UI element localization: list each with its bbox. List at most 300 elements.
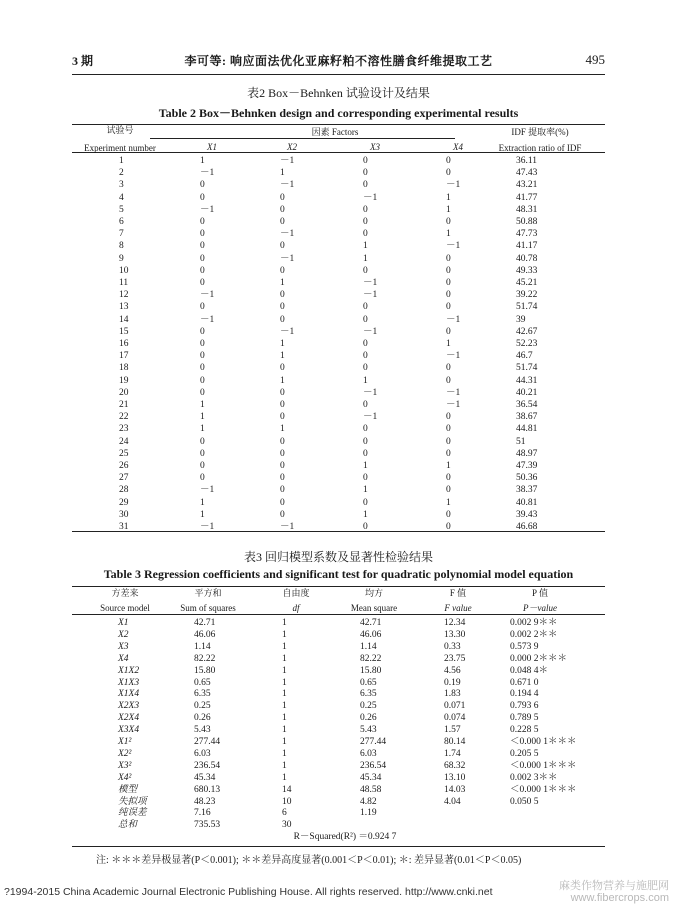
- t3-cell: 5.43: [360, 725, 377, 736]
- t3-cell: 277.44: [194, 737, 221, 747]
- t2-cell: 51.74: [516, 363, 538, 374]
- t2-cell: 0: [446, 522, 451, 532]
- t2-cell: 16: [119, 339, 129, 349]
- table3-bottom-rule: [72, 846, 605, 847]
- t2-cell: 0: [280, 204, 285, 215]
- t2-cell: 38.37: [516, 485, 538, 496]
- t2-cell: 0: [446, 436, 451, 447]
- t2-cell: 0: [363, 436, 368, 447]
- t2-cell: 39: [516, 314, 526, 325]
- t2-cell: 38.67: [516, 412, 538, 423]
- t3-cell: 1: [282, 737, 287, 747]
- issue-label: 3 期: [72, 54, 94, 68]
- t2-cell: 0: [363, 448, 368, 459]
- t2-cell: 42.67: [516, 326, 538, 337]
- t3-cell: 13.10: [444, 772, 466, 783]
- t2-cell: 0: [200, 241, 205, 252]
- page-number: 495: [585, 52, 605, 67]
- t3-cell: X4: [118, 653, 129, 664]
- t3-cell: 4.82: [360, 796, 377, 807]
- t3-cell: 1: [282, 653, 287, 664]
- t2-cell: －1: [446, 241, 461, 252]
- t3-cell: 236.54: [360, 760, 387, 771]
- t3-header-cn: 方差来: [111, 588, 139, 598]
- t2-cell: －1: [363, 326, 378, 337]
- t3-cell: 0.671 0: [510, 677, 539, 688]
- t2-cell: 0: [363, 473, 368, 484]
- t2-cell: 0: [363, 217, 368, 227]
- t2-cell: 0: [446, 363, 451, 374]
- t2-cell: 0: [200, 180, 205, 191]
- t2-cell: 0: [280, 448, 285, 459]
- t3-cell: X1: [118, 618, 129, 628]
- t2-cell: 8: [119, 241, 124, 252]
- t2-cell: －1: [200, 290, 215, 301]
- running-title: 李可等: 响应面法优化亚麻籽粕不溶性膳食纤维提取工艺: [184, 54, 493, 68]
- t3-cell: 680.13: [194, 784, 221, 795]
- table2-factors-rule: [150, 138, 455, 139]
- t2-cell: 0: [200, 265, 205, 276]
- t2-cell: 39.43: [516, 509, 538, 520]
- t3-cell: 68.32: [444, 760, 466, 771]
- t3-cell: 0.194 4: [510, 689, 539, 700]
- t2-cell: 28: [119, 485, 129, 496]
- t2-cell: －1: [280, 253, 295, 264]
- t3-cell: 48.58: [360, 784, 382, 795]
- t3-cell: 5.43: [194, 725, 211, 736]
- t3-cell: 6.35: [360, 689, 377, 700]
- t3-cell: 0.050 5: [510, 796, 539, 807]
- t3-cell: 735.53: [194, 820, 221, 831]
- t3-cell: 0.19: [444, 677, 461, 688]
- t2-cell: 11: [119, 278, 129, 288]
- t3-cell: ＜0.000 1＊＊＊: [510, 784, 577, 795]
- t3-cell: 1.14: [360, 641, 377, 652]
- t2-cell: －1: [363, 387, 378, 398]
- t2-cell: 1: [200, 156, 205, 166]
- t2-cell: 0: [200, 339, 205, 349]
- t2-cell: 30: [119, 509, 129, 520]
- t2-cell: 1: [446, 229, 451, 240]
- t2-cell: 0: [280, 436, 285, 447]
- t3-cell: 0.65: [194, 677, 211, 688]
- t3-header-en: Source model: [100, 603, 150, 613]
- t2-cell: 0: [280, 473, 285, 484]
- t3-cell: 1: [282, 760, 287, 771]
- t2-x-header: X3: [370, 142, 380, 152]
- table2-caption-cn: 表2 Box－Behnken 试验设计及结果: [247, 86, 430, 100]
- t2-cell: 0: [200, 192, 205, 203]
- t2-cell: 0: [280, 241, 285, 252]
- t2-cell: －1: [200, 204, 215, 215]
- t2-cell: 1: [119, 156, 124, 166]
- t3-cell: 0.002 3＊＊: [510, 772, 558, 783]
- t3-cell: 0.071: [444, 701, 466, 712]
- t2-cell: 46.7: [516, 351, 533, 362]
- t2-col-exp-en: Experiment number: [84, 143, 156, 153]
- running-header: [72, 52, 605, 72]
- r-squared: R－Squared(R²) ＝0.924 7: [293, 832, 397, 842]
- t2-cell: 1: [446, 461, 451, 471]
- t2-cell: 47.39: [516, 461, 538, 471]
- t2-cell: 0: [446, 509, 451, 520]
- t2-cell: －1: [363, 290, 378, 301]
- t2-cell: 48.97: [516, 448, 538, 459]
- t3-cell: 15.80: [360, 665, 382, 676]
- t3-cell: 14.03: [444, 784, 466, 795]
- t2-cell: 1: [280, 339, 285, 349]
- t3-cell: 45.34: [194, 772, 216, 783]
- t2-cell: 40.78: [516, 253, 538, 264]
- t2-cell: 0: [280, 400, 285, 410]
- t2-cell: 0: [200, 363, 205, 374]
- t3-cell: 82.22: [194, 653, 216, 664]
- t3-cell: 4.04: [444, 796, 461, 807]
- t2-cell: －1: [200, 168, 215, 179]
- t2-cell: 0: [446, 253, 451, 264]
- t2-cell: 50.36: [516, 473, 538, 484]
- t3-cell: X2²: [118, 748, 132, 759]
- t2-cell: 0: [363, 400, 368, 410]
- t2-cell: －1: [200, 522, 215, 532]
- t3-header-en: P－value: [523, 603, 557, 613]
- t2-cell: 25: [119, 448, 129, 459]
- t2-cell: 9: [119, 253, 124, 264]
- t2-cell: 23: [119, 424, 129, 435]
- t2-cell: 47.43: [516, 168, 538, 179]
- t3-cell: X1X3: [118, 677, 140, 688]
- t2-cell: 1: [363, 241, 368, 252]
- t3-cell: 1.19: [360, 808, 377, 819]
- t3-cell: 模型: [118, 784, 138, 795]
- t3-cell: 48.23: [194, 796, 216, 807]
- t2-cell: 0: [363, 302, 368, 313]
- t2-cell: 21: [119, 400, 129, 410]
- t2-cell: 1: [363, 485, 368, 496]
- t3-cell: 1: [282, 629, 287, 640]
- t3-cell: ＜0.000 1＊＊＊: [510, 737, 577, 747]
- t3-cell: 0.25: [194, 701, 211, 712]
- t2-cell: －1: [446, 180, 461, 191]
- t2-cell: 1: [446, 192, 451, 203]
- t2-cell: 18: [119, 363, 129, 374]
- t2-cell: 45.21: [516, 278, 538, 288]
- t2-cell: 0: [363, 424, 368, 435]
- t2-cell: 1: [280, 424, 285, 435]
- table3-note: 注: ＊＊＊差异极显著(P＜0.001); ＊＊差异高度显著(0.001＜P＜0.01); ＊: 差异显著(0.01＜P＜0.05): [96, 855, 522, 866]
- t2-cell: 31: [119, 522, 129, 532]
- t2-cell: 1: [446, 204, 451, 215]
- t2-factors-label: 因素 Factors: [311, 127, 359, 137]
- t2-cell: 1: [446, 497, 451, 508]
- t3-cell: 82.22: [360, 653, 382, 664]
- t2-cell: 46.68: [516, 522, 538, 532]
- t2-cell: 12: [119, 290, 129, 301]
- t3-cell: 23.75: [444, 653, 466, 664]
- t2-cell: 1: [280, 278, 285, 288]
- t2-col-exp-cn: 试验号: [106, 125, 134, 135]
- t2-cell: 20: [119, 387, 129, 398]
- t2-cell: 1: [200, 400, 205, 410]
- t3-header-en: df: [292, 603, 300, 613]
- t3-cell: 0.789 5: [510, 713, 539, 724]
- t3-cell: 46.06: [360, 629, 382, 640]
- t3-cell: X2X4: [118, 713, 140, 724]
- t2-cell: 0: [446, 412, 451, 423]
- t2-cell: －1: [363, 412, 378, 423]
- t3-cell: X1²: [118, 737, 132, 747]
- t3-cell: 1: [282, 618, 287, 628]
- t2-cell: 0: [280, 412, 285, 423]
- t2-cell: 22: [119, 412, 129, 423]
- t2-cell: 0: [446, 290, 451, 301]
- t2-cell: 1: [200, 497, 205, 508]
- t2-cell: －1: [200, 314, 215, 325]
- t3-header-cn: 自由度: [282, 588, 310, 598]
- t3-cell: 1.83: [444, 689, 461, 700]
- t3-cell: 0.048 4＊: [510, 665, 549, 676]
- t3-cell: 0.074: [444, 713, 466, 724]
- t3-header-en: Mean square: [350, 603, 398, 613]
- t3-cell: X1X4: [118, 689, 140, 700]
- t2-cell: 0: [446, 168, 451, 179]
- t2-cell: 14: [119, 314, 129, 325]
- t3-cell: 1: [282, 748, 287, 759]
- t2-cell: 50.88: [516, 217, 538, 227]
- t2-cell: －1: [280, 326, 295, 337]
- t2-cell: 0: [363, 522, 368, 532]
- t2-cell: 0: [280, 509, 285, 520]
- t2-cell: 0: [280, 497, 285, 508]
- t2-cell: 0: [363, 497, 368, 508]
- t3-cell: X4²: [118, 772, 132, 783]
- t2-cell: 36.54: [516, 400, 538, 410]
- t2-cell: 0: [363, 339, 368, 349]
- table3-header-rule: [72, 614, 605, 615]
- t3-cell: 7.16: [194, 808, 211, 819]
- t3-cell: 0.793 6: [510, 701, 539, 712]
- t2-cell: 1: [280, 351, 285, 362]
- t2-cell: 0: [200, 387, 205, 398]
- t2-cell: 47.73: [516, 229, 538, 240]
- t3-cell: 45.34: [360, 772, 382, 783]
- t2-cell: 0: [280, 387, 285, 398]
- t2-cell: 0: [200, 302, 205, 313]
- t2-cell: 0: [446, 473, 451, 484]
- t3-cell: 30: [282, 820, 292, 831]
- t2-cell: 0: [200, 253, 205, 264]
- t3-header-cn: F 值: [449, 588, 467, 598]
- t2-cell: 0: [200, 278, 205, 288]
- t2-x-header: X2: [287, 142, 297, 152]
- table3-caption-cn: 表3 回归模型系数及显著性检验结果: [243, 550, 433, 564]
- t2-cell: 3: [119, 180, 124, 191]
- t3-cell: 46.06: [194, 629, 216, 640]
- t2-cell: 2: [119, 168, 124, 179]
- t2-cell: 0: [200, 326, 205, 337]
- t2-cell: 48.31: [516, 204, 538, 215]
- t2-cell: 0: [280, 363, 285, 374]
- t3-cell: X3X4: [118, 725, 140, 736]
- t3-header-en: F value: [444, 603, 472, 613]
- t2-idf-cn: IDF 提取率(%): [511, 127, 569, 137]
- t3-cell: 0.573 9: [510, 641, 539, 652]
- table2-top-rule: [72, 124, 605, 125]
- t2-idf-en: Extraction ratio of IDF: [498, 143, 582, 153]
- t2-cell: －1: [280, 156, 295, 166]
- t2-cell: 43.21: [516, 180, 538, 191]
- t3-cell: X3: [118, 641, 129, 652]
- t3-header-en: Sum of squares: [180, 603, 236, 613]
- t3-cell: 14: [282, 784, 292, 795]
- t2-cell: 0: [280, 302, 285, 313]
- t2-cell: －1: [363, 278, 378, 288]
- table2-caption-en: Table 2 Box－Behnken design and corresponding experimental results: [158, 106, 519, 120]
- t2-cell: 0: [363, 265, 368, 276]
- t3-cell: 1: [282, 772, 287, 783]
- t2-cell: 0: [200, 217, 205, 227]
- t2-cell: 13: [119, 302, 129, 313]
- t2-cell: 1: [200, 424, 205, 435]
- t3-cell: X2: [118, 629, 129, 640]
- t2-cell: －1: [446, 314, 461, 325]
- t3-cell: 0.002 9＊＊: [510, 618, 558, 628]
- t3-header-cn: P 值: [532, 588, 548, 598]
- t2-cell: 0: [363, 204, 368, 215]
- t2-cell: 51.74: [516, 302, 538, 313]
- t2-cell: －1: [280, 229, 295, 240]
- t3-cell: 纯误差: [118, 808, 147, 819]
- t2-cell: 17: [119, 351, 129, 362]
- t2-cell: 0: [363, 314, 368, 325]
- t2-cell: 5: [119, 204, 124, 215]
- t3-cell: 0.002 2＊＊: [510, 629, 558, 640]
- t2-cell: 0: [446, 156, 451, 166]
- t2-cell: 10: [119, 265, 129, 276]
- t3-cell: 0.65: [360, 677, 377, 688]
- t2-cell: 1: [280, 375, 285, 386]
- t2-cell: 36.11: [516, 156, 538, 166]
- t2-cell: －1: [363, 192, 378, 203]
- watermark: [559, 880, 669, 904]
- t2-cell: 0: [363, 180, 368, 191]
- t3-cell: X3²: [118, 760, 132, 771]
- t2-cell: 0: [280, 290, 285, 301]
- copyright-footer: ?1994-2015 China Academic Journal Electronic Publishing House. All rights reserved. http://www.cnki.net: [4, 886, 493, 898]
- t2-cell: 0: [280, 217, 285, 227]
- t2-cell: 0: [446, 278, 451, 288]
- t2-cell: 6: [119, 217, 124, 227]
- t3-cell: 1: [282, 713, 287, 724]
- t3-cell: 0.25: [360, 701, 377, 712]
- t2-cell: 51: [516, 436, 526, 447]
- t2-cell: 0: [200, 448, 205, 459]
- t3-cell: 0.228 5: [510, 725, 539, 736]
- t2-cell: 0: [446, 448, 451, 459]
- t2-cell: 0: [363, 229, 368, 240]
- t2-cell: 0: [280, 485, 285, 496]
- t3-header-cn: 均方: [364, 588, 384, 598]
- t3-cell: 1.74: [444, 748, 461, 759]
- t3-cell: 1: [282, 689, 287, 700]
- t2-cell: 27: [119, 473, 129, 484]
- t3-cell: 12.34: [444, 618, 466, 628]
- t3-cell: 277.44: [360, 737, 387, 747]
- t2-cell: －1: [446, 387, 461, 398]
- t2-cell: 1: [200, 412, 205, 423]
- t2-cell: 1: [363, 253, 368, 264]
- t3-cell: 13.30: [444, 629, 466, 640]
- t2-cell: 0: [446, 375, 451, 386]
- table3-caption-en: Table 3 Regression coefficients and significant test for quadratic polynomial model equation: [103, 567, 574, 581]
- t2-cell: 0: [363, 156, 368, 166]
- t2-cell: 0: [200, 229, 205, 240]
- header-rule: [72, 74, 605, 75]
- t2-cell: 40.21: [516, 387, 538, 398]
- t2-cell: 0: [280, 314, 285, 325]
- table3-top-rule: [72, 586, 605, 587]
- t2-cell: 44.81: [516, 424, 538, 435]
- t2-cell: 0: [200, 461, 205, 471]
- t3-cell: X2X3: [118, 701, 140, 712]
- t3-cell: 42.71: [194, 618, 216, 628]
- t2-cell: 0: [200, 375, 205, 386]
- t3-cell: 80.14: [444, 737, 466, 747]
- t2-cell: 0: [363, 351, 368, 362]
- t3-cell: X1X2: [118, 665, 140, 676]
- t2-cell: 49.33: [516, 265, 538, 276]
- watermark-en: www.fibercrops.com: [570, 892, 669, 904]
- t3-cell: 1: [282, 725, 287, 736]
- t2-cell: 4: [119, 192, 124, 203]
- t2-cell: 1: [280, 168, 285, 179]
- t2-cell: －1: [280, 180, 295, 191]
- t3-header-cn: 平方和: [194, 588, 222, 598]
- watermark-cn: 麻类作物营养与施肥网: [559, 880, 669, 892]
- t3-cell: 6.35: [194, 689, 211, 700]
- t2-cell: 39.22: [516, 290, 538, 301]
- t2-cell: 0: [363, 168, 368, 179]
- t2-cell: 0: [446, 326, 451, 337]
- t2-cell: 40.81: [516, 497, 538, 508]
- t2-cell: 1: [200, 509, 205, 520]
- t2-cell: 7: [119, 229, 124, 240]
- t2-cell: 41.17: [516, 241, 538, 252]
- t3-cell: 1: [282, 641, 287, 652]
- t3-cell: 6.03: [360, 748, 377, 759]
- t3-cell: ＜0.000 1＊＊＊: [510, 760, 577, 771]
- t2-cell: －1: [446, 351, 461, 362]
- t2-cell: 0: [446, 302, 451, 313]
- t2-cell: 0: [280, 192, 285, 203]
- t2-cell: 19: [119, 375, 129, 386]
- t2-cell: 0: [280, 461, 285, 471]
- t2-cell: 26: [119, 461, 129, 471]
- t2-cell: 44.31: [516, 375, 538, 386]
- t2-cell: 0: [446, 217, 451, 227]
- t2-cell: 29: [119, 497, 129, 508]
- t3-cell: 1: [282, 701, 287, 712]
- t3-cell: 4.56: [444, 665, 461, 676]
- t2-cell: －1: [280, 522, 295, 532]
- t2-cell: 1: [363, 461, 368, 471]
- t2-cell: 0: [446, 265, 451, 276]
- t2-cell: －1: [446, 400, 461, 410]
- t3-cell: 1.14: [194, 641, 211, 652]
- t2-cell: 0: [446, 485, 451, 496]
- t2-cell: 1: [363, 375, 368, 386]
- t3-cell: 42.71: [360, 618, 382, 628]
